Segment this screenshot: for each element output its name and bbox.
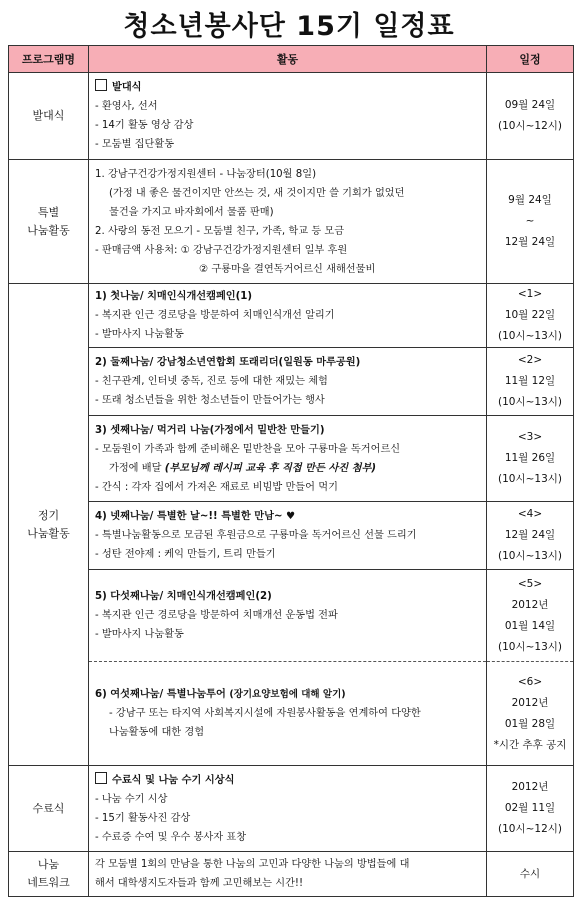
- date-cell: <3> 11월 26일 (10시~13시): [487, 416, 574, 502]
- table-row: [9, 73, 574, 160]
- date-cell: <6> 2012년 01월 28일 *시간 추후 공지: [487, 662, 574, 766]
- activity-cell: 1. 강남구건강가정지원센터 - 나눔장터(10월 8일) (가정 내 좋은 물건이지만 안쓰는 것, 새 것이지만 쓸 기회가 없었던 물건을 가지고 바자회에서 물품 판매) 2. 사랑의 동전 모으기 - 모둠별 친구, 가족, 학교 등 모금 - 판매금액 사용처: ① 강남구건강가정지원센터 일부 후원 ② 구룡마을 결연독거어르신 새해선물비: [89, 160, 487, 284]
- header-date: 일정: [487, 46, 574, 73]
- page-title: 청소년봉사단 15기 일정표: [123, 11, 455, 42]
- date-cell: 수시: [487, 852, 574, 897]
- header-activity: 활동: [89, 46, 487, 73]
- table-row: [9, 416, 574, 502]
- checkbox-icon: [95, 79, 107, 91]
- table-row: [9, 284, 574, 348]
- date-cell: <4> 12월 24일 (10시~13시): [487, 502, 574, 570]
- activity-cell: 1) 첫나눔/ 치매인식개선캠페인(1) - 복지관 인근 경로당을 방문하여 치매인식개선 알리기 - 발마사지 나눔활동: [89, 284, 487, 348]
- date-cell: 09월 24일 (10시~12시): [487, 73, 574, 160]
- activity-cell: 2) 둘째나눔/ 강남청소년연합회 또래리더(일원동 마루공원) - 친구관계, 인터넷 중독, 진로 등에 대한 재밌는 체험 - 또래 청소년들을 위한 청소년들이 만들어가는 행사: [89, 348, 487, 416]
- table-row: [9, 766, 574, 852]
- schedule-table: [8, 45, 574, 897]
- table-row: [9, 662, 574, 766]
- heart-icon: ♥: [286, 511, 296, 522]
- program-cell: 발대식: [9, 73, 89, 160]
- table-row: [9, 570, 574, 662]
- table-row: [9, 348, 574, 416]
- table-row: [9, 160, 574, 284]
- date-cell: <5> 2012년 01월 14일 (10시~13시): [487, 570, 574, 662]
- activity-cell: 4) 넷째나눔/ 특별한 날~!! 특별한 만남~ ♥ - 특별나눔활동으로 모금된 후원금으로 구룡마을 독거어르신 선물 드리기 - 성탄 전야제 : 케익 만들기, 트리 만들기: [89, 502, 487, 570]
- activity-cell: 3) 셋째나눔/ 먹거리 나눔(가정에서 밑반찬 만들기) - 모둠원이 가족과 함께 준비해온 밑반찬을 모아 구룡마을 독거어르신 가정에 배달 (부모님께 레시피 교육 후 직접 만든 사진 첨부) - 간식 : 각자 집에서 가져온 재료로 비빔밥 만들어 먹기: [89, 416, 487, 502]
- program-cell: 나눔 네트워크: [9, 852, 89, 897]
- program-cell: 정기 나눔활동: [9, 284, 89, 766]
- recipe-note: (부모님께 레시피 교육 후 직접 만든 사진 첨부): [164, 462, 376, 474]
- activity-cell: 발대식 - 환영사, 선서 - 14기 활동 영상 감상 - 모둠별 집단활동: [89, 73, 487, 160]
- checkbox-icon: [95, 772, 107, 784]
- date-cell: 9월 24일 ~ 12월 24일: [487, 160, 574, 284]
- table-row: [9, 852, 574, 897]
- date-cell: 2012년 02월 11일 (10시~12시): [487, 766, 574, 852]
- header-program: 프로그램명: [9, 46, 89, 73]
- activity-cell: 5) 다섯째나눔/ 치매인식개선캠페인(2) - 복지관 인근 경로당을 방문하여 치매개선 운동법 전파 - 발마사지 나눔활동: [89, 570, 487, 662]
- activity-cell: 각 모둠별 1회의 만남을 통한 나눔의 고민과 다양한 나눔의 방법들에 대 해서 대학생지도자들과 함께 고민해보는 시간!!: [89, 852, 487, 897]
- table-row: [9, 502, 574, 570]
- table-header-row: [9, 46, 574, 73]
- activity-cell: 수료식 및 나눔 수기 시상식 - 나눔 수기 시상 - 15기 활동사진 감상 - 수료증 수여 및 우수 봉사자 표창: [89, 766, 487, 852]
- date-cell: <2> 11월 12일 (10시~13시): [487, 348, 574, 416]
- program-cell: 특별 나눔활동: [9, 160, 89, 284]
- date-cell: <1> 10월 22일 (10시~13시): [487, 284, 574, 348]
- activity-cell: 6) 여섯째나눔/ 특별나눔투어 (장기요양보험에 대해 알기) - 강남구 또는 타지역 사회복지시설에 자원봉사활동을 연계하여 다양한 나눔활동에 대한 경험: [89, 662, 487, 766]
- program-cell: 수료식: [9, 766, 89, 852]
